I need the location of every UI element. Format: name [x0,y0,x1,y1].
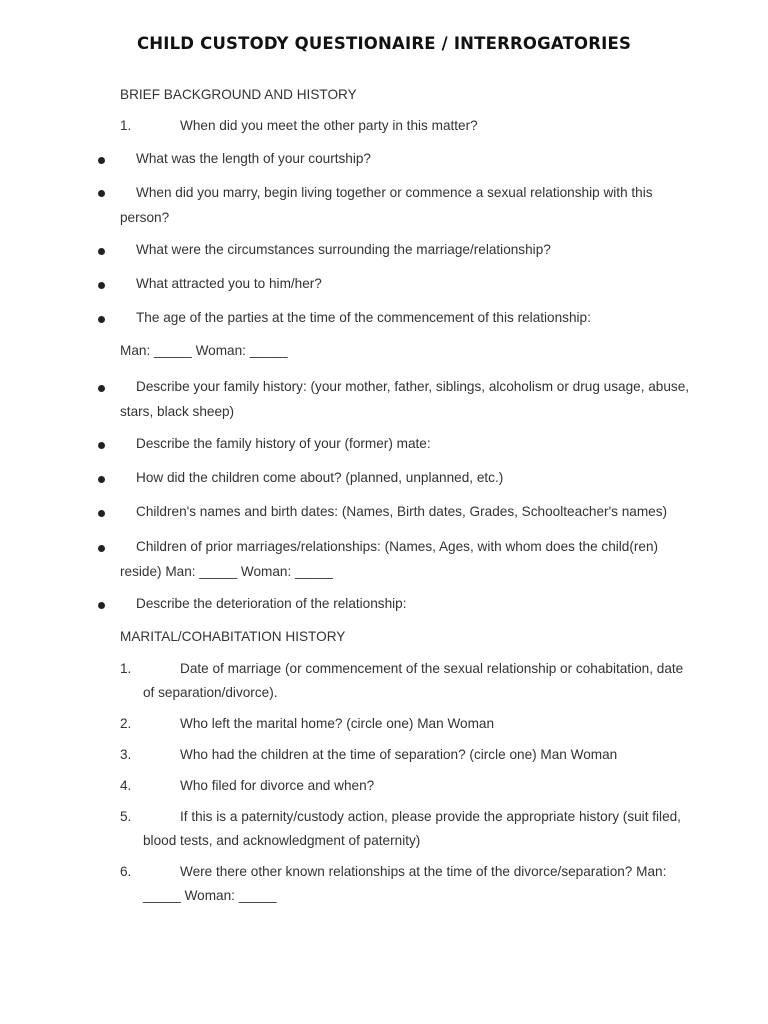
bullet-item-text: How did the children come about? (planned, unplanned, etc.) [136,470,504,485]
item-text: Who filed for divorce and when? [180,778,375,793]
item-number: 4. [120,778,132,793]
item-number: 6. [120,864,132,879]
item-text-continued: of separation/divorce). [143,685,278,700]
bullet-icon [98,190,105,197]
bullet-item-text: What attracted you to him/her? [136,276,322,291]
item-text: When did you meet the other party in this matter? [180,118,478,133]
bullet-item-text: What were the circumstances surrounding the marriage/relationship? [136,242,551,257]
item-number: 2. [120,716,132,731]
bullet-item-text: Children's names and birth dates: (Names, Birth dates, Grades, Schoolteacher's names) [136,504,668,519]
bullet-item-text: Describe the family history of your (former) mate: [136,436,431,451]
bullet-item-text-continued: stars, black sheep) [120,404,235,419]
item-text: Were there other known relationships at the time of the divorce/separation? Man: [180,864,667,879]
age-line: Man: _____ Woman: _____ [120,343,288,358]
bullet-icon [98,602,105,609]
bullet-icon [98,385,105,392]
item-number: 5. [120,809,132,824]
bullet-item-text: Describe your family history: (your mother, father, siblings, alcoholism or drug usage, abuse, [136,379,690,394]
bullet-item-text: What was the length of your courtship? [136,151,371,166]
bullet-item-text: Children of prior marriages/relationships: (Names, Ages, with whom does the child(ren) [136,539,659,554]
bullet-icon [98,316,105,323]
item-text-continued: _____ Woman: _____ [143,888,277,903]
bullet-item-text-continued: reside) Man: _____ Woman: _____ [120,564,333,579]
bullet-item-text-continued: person? [120,210,170,225]
item-text: Who had the children at the time of separation? (circle one) Man Woman [180,747,618,762]
item-number: 1. [120,118,132,133]
bullet-icon [98,510,105,517]
bullet-icon [98,476,105,483]
item-text: Who left the marital home? (circle one) Man Woman [180,716,495,731]
item-number: 3. [120,747,132,762]
item-text-continued: blood tests, and acknowledgment of paternity) [143,833,421,848]
bullet-item-text: The age of the parties at the time of the commencement of this relationship: [136,310,591,325]
document-title: CHILD CUSTODY QUESTIONAIRE / INTERROGATORIES [136,34,632,53]
bullet-icon [98,157,105,164]
section-heading-background: BRIEF BACKGROUND AND HISTORY [120,87,357,102]
bullet-icon [98,282,105,289]
bullet-icon [98,545,105,552]
bullet-item-text: Describe the deterioration of the relationship: [136,596,407,611]
bullet-icon [98,442,105,449]
bullet-icon [98,248,105,255]
item-text: If this is a paternity/custody action, please provide the appropriate history (suit filed, [180,809,681,824]
bullet-item-text: When did you marry, begin living together or commence a sexual relationship with this [136,185,653,200]
section-heading-marital: MARITAL/COHABITATION HISTORY [120,629,346,644]
item-number: 1. [120,661,132,676]
item-text: Date of marriage (or commencement of the sexual relationship or cohabitation, date [180,661,684,676]
